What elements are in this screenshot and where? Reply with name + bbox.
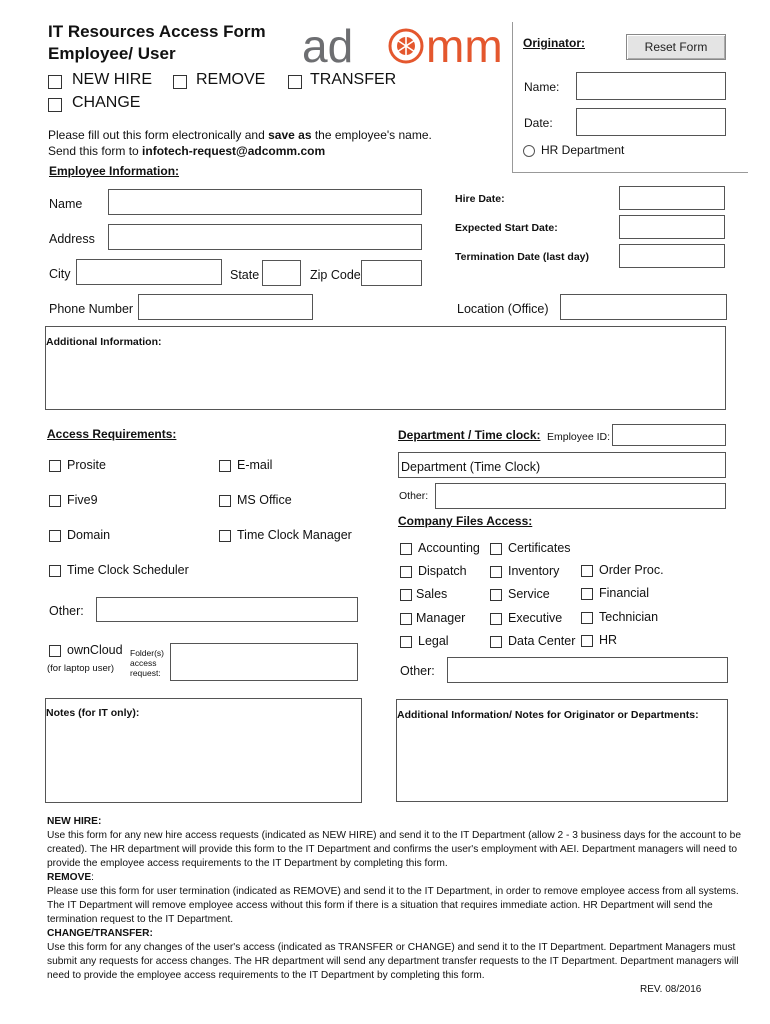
certificates-checkbox[interactable] — [490, 543, 502, 555]
state-label: State — [230, 268, 260, 282]
financial-label: Financial — [599, 586, 650, 600]
sales-label: Sales — [416, 587, 448, 601]
owncloud-checkbox[interactable] — [49, 645, 61, 657]
certificates-label: Certificates — [508, 541, 571, 555]
email-checkbox[interactable] — [219, 460, 231, 472]
time-clock-manager-checkbox[interactable] — [219, 530, 231, 542]
zip-label: Zip Code — [310, 268, 361, 282]
department-other-label: Other: — [399, 490, 429, 502]
revision-label: REV. 08/2016 — [640, 984, 702, 995]
prosite-checkbox[interactable] — [49, 460, 61, 472]
transfer-label: TRANSFER — [310, 71, 397, 88]
hire-date-input[interactable] — [619, 186, 725, 210]
ms-office-checkbox[interactable] — [219, 495, 231, 507]
employee-name-input[interactable] — [108, 189, 422, 215]
phone-input[interactable] — [138, 294, 313, 320]
start-date-label: Expected Start Date: — [455, 222, 558, 234]
access-other-input[interactable] — [96, 597, 358, 622]
employee-address-input[interactable] — [108, 224, 422, 250]
dispatch-checkbox[interactable] — [400, 566, 412, 578]
termination-date-input[interactable] — [619, 244, 725, 268]
location-input[interactable] — [560, 294, 727, 320]
hr-department-label: HR Department — [541, 143, 625, 157]
order-proc-label: Order Proc. — [599, 563, 664, 577]
legal-checkbox[interactable] — [400, 636, 412, 648]
hr-checkbox[interactable] — [581, 635, 593, 647]
remove-label: REMOVE — [196, 71, 266, 88]
transfer-text: Use this form for any changes of the user's access (indicated as TRANSFER or CHANGE) and send it to the IT Department. Department Managers must submit any requests for access changes. The HR department will send any department transfer requests to the IT Department. Department managers will need to provide the employee access requirements to the IT Department by completing this form. — [47, 942, 739, 981]
inventory-checkbox[interactable] — [490, 566, 502, 578]
executive-label: Executive — [508, 611, 563, 625]
remove-text: Please use this form for user termination (indicated as REMOVE) and send it to the IT Department, in order to remove employee access from all systems. The IT Department will remove employee access without this form if there is a situation that requires immediate action. HR Department will send the termination request to the IT Department. — [47, 886, 739, 925]
technician-label: Technician — [599, 610, 659, 624]
email-link: infotech-request@adcomm.com — [142, 144, 326, 158]
department-label: Department (Time Clock) — [401, 460, 541, 474]
form-subtitle: Employee/ User — [48, 44, 176, 63]
ms-office-label: MS Office — [237, 493, 292, 507]
state-input[interactable] — [262, 260, 301, 286]
new-hire-heading: NEW HIRE: — [47, 816, 102, 827]
sales-checkbox[interactable] — [400, 589, 412, 601]
time-clock-scheduler-checkbox[interactable] — [49, 565, 61, 577]
accounting-checkbox[interactable] — [400, 543, 412, 555]
city-input[interactable] — [76, 259, 222, 285]
time-clock-manager-label: Time Clock Manager — [237, 528, 352, 542]
dispatch-label: Dispatch — [418, 564, 467, 578]
service-checkbox[interactable] — [490, 589, 502, 601]
service-label: Service — [508, 587, 550, 601]
instructions-line-1: Please fill out this form electronically and save as the employee's name. — [48, 128, 432, 142]
originator-heading: Originator: — [523, 36, 585, 50]
originator-date-input[interactable] — [576, 108, 726, 136]
new-hire-text: Use this form for any new hire access requests (indicated as NEW HIRE) and send it to the IT Department (allow 2 - 3 business days for the account to be created). The HR department will provide this form to the IT Department and confirms the user's employment with AEI. Department managers will need to provide the employee access requirements to the IT Department by completing this form. — [47, 830, 742, 869]
change-checkbox[interactable] — [48, 98, 62, 112]
financial-checkbox[interactable] — [581, 588, 593, 600]
five9-label: Five9 — [67, 493, 98, 507]
five9-checkbox[interactable] — [49, 495, 61, 507]
additional-info-heading: Additional Information: — [46, 336, 162, 348]
employee-id-label: Employee ID: — [547, 431, 611, 443]
city-label: City — [49, 267, 71, 281]
hr-label: HR — [599, 633, 618, 647]
phone-label: Phone Number — [49, 302, 134, 316]
manager-label: Manager — [416, 611, 466, 625]
manager-checkbox[interactable] — [400, 613, 412, 625]
transfer-heading: CHANGE/TRANSFER: — [47, 928, 153, 939]
company-files-other-label: Other: — [400, 664, 435, 678]
employee-info-heading: Employee Information: — [49, 164, 180, 178]
address-label: Address — [49, 232, 95, 246]
company-files-heading: Company Files Access: — [398, 514, 533, 528]
transfer-checkbox[interactable] — [288, 75, 302, 89]
hr-department-radio[interactable] — [523, 145, 535, 157]
start-date-input[interactable] — [619, 215, 725, 239]
data-center-checkbox[interactable] — [490, 636, 502, 648]
accounting-label: Accounting — [418, 541, 480, 555]
access-other-label: Other: — [49, 604, 84, 618]
access-heading: Access Requirements: — [47, 427, 177, 441]
termination-date-label: Termination Date (last day) — [455, 251, 589, 263]
technician-checkbox[interactable] — [581, 612, 593, 624]
folders-label: Folder(s) access request: — [130, 648, 165, 678]
owncloud-label: ownCloud — [67, 643, 123, 657]
owncloud-sub-label: (for laptop user) — [47, 663, 115, 674]
email-label: E-mail — [237, 458, 273, 472]
originator-date-label: Date: — [524, 116, 553, 130]
department-other-input[interactable] — [435, 483, 726, 509]
form-title: IT Resources Access Form — [48, 22, 266, 41]
employee-id-input[interactable] — [612, 424, 726, 446]
svg-text:ad: ad — [302, 20, 354, 68]
originator-name-label: Name: — [524, 80, 560, 94]
prosite-label: Prosite — [67, 458, 106, 472]
data-center-label: Data Center — [508, 634, 576, 648]
svg-text:mm: mm — [426, 20, 503, 68]
remove-checkbox[interactable] — [173, 75, 187, 89]
inventory-label: Inventory — [508, 564, 560, 578]
location-label: Location (Office) — [457, 302, 549, 316]
folders-input[interactable] — [170, 643, 358, 681]
department-heading: Department / Time clock: — [398, 428, 541, 442]
originator-name-input[interactable] — [576, 72, 726, 100]
executive-checkbox[interactable] — [490, 613, 502, 625]
adcomm-logo — [302, 20, 508, 68]
originator-notes-heading: Additional Information/ Notes for Originator or Departments: — [397, 709, 699, 721]
it-notes-heading: Notes (for IT only): — [46, 707, 140, 719]
hire-date-label: Hire Date: — [455, 193, 505, 205]
domain-label: Domain — [67, 528, 111, 542]
domain-checkbox[interactable] — [49, 530, 61, 542]
change-label: CHANGE — [72, 94, 141, 111]
legal-label: Legal — [418, 634, 449, 648]
company-files-other-input[interactable] — [447, 657, 728, 683]
zip-input[interactable] — [361, 260, 422, 286]
time-clock-scheduler-label: Time Clock Scheduler — [67, 563, 189, 577]
new-hire-label: NEW HIRE — [72, 71, 152, 88]
instructions-line-2: Send this form to infotech-request@adcomm.com — [48, 144, 326, 158]
order-proc-checkbox[interactable] — [581, 565, 593, 577]
new-hire-checkbox[interactable] — [48, 75, 62, 89]
remove-heading: REMOVE: — [47, 872, 94, 883]
name-label: Name — [49, 197, 83, 211]
reset-form-button[interactable]: Reset Form — [626, 34, 726, 60]
